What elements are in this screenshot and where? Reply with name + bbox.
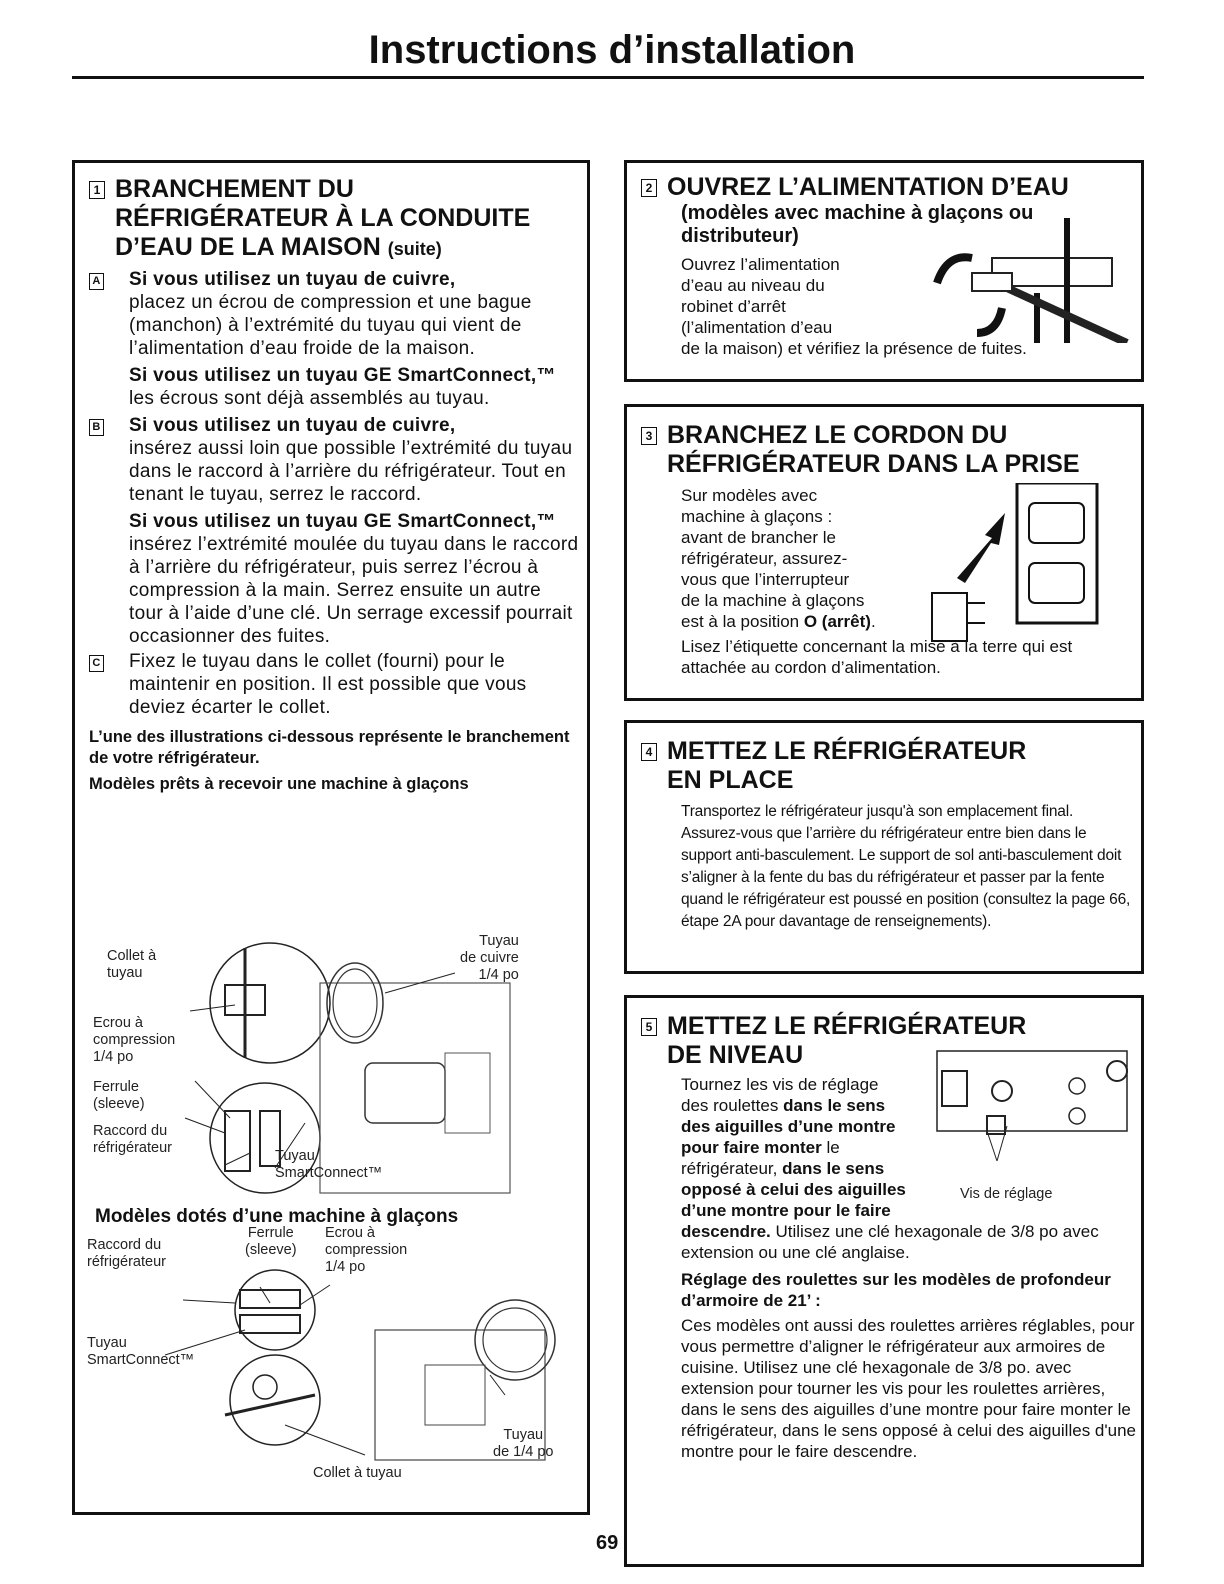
label-raccord-2: Raccord du réfrigérateur — [87, 1237, 166, 1270]
section-5-text: Tournez les vis de réglage des roulettes dans le sens des aiguilles d’une montre pour faire monter le réfrigérateur, dans le sens opposé à celui des aiguilles d’une montre pour le faire descendre. Utilisez une clé hexagonale de 3/8 po avec extension ou une clé anglaise. — [681, 1075, 1099, 1262]
section-5-text-2: Ces modèles ont aussi des roulettes arrières réglables, pour vous permettre d’aligner le réfrigérateur aux armoires de cuisine. Utilisez une clé hexagonale de 3/8 po. avec extension pour tourner les vis pour les roulettes arrières, dans le sens des aiguilles d’une montre pour faire monter le réfrigérateur, dans le sens opposé à celui des aiguilles d'une montre pour le faire descendre. — [681, 1316, 1136, 1461]
outlet-plug-illustration — [927, 483, 1117, 653]
section-5-box — [624, 995, 1144, 1567]
label-tuyau-cuivre: Tuyau de cuivre 1/4 po — [460, 933, 519, 983]
step-number: 2 — [641, 179, 657, 197]
label-tuyau-2: Tuyau de 1/4 po — [493, 1427, 554, 1460]
label-smartconnect-2: Tuyau SmartConnect™ — [87, 1335, 195, 1368]
label-collet: Collet à tuyau — [107, 948, 157, 981]
section-4-text: Transportez le réfrigérateur jusqu'à son emplacement final. Assurez-vous que l’arrière du réfrigérateur entre bien dans le support anti-basculement. Le support de sol anti-basculement doit s’aligner à la fente du bas du réfrigérateur et passer par la fente quand le réfrigérateur est poussé en position (consultez la page 66, étape 2A pour davantage de renseignements). — [681, 803, 1131, 930]
leveling-screw-illustration — [927, 1046, 1137, 1166]
label-ecrou-2: Ecrou à compression 1/4 po — [325, 1225, 408, 1275]
section-3-heading: 3 BRANCHEZ LE CORDON DU RÉFRIGÉRATEUR DANS LA PRISE — [641, 421, 1136, 479]
label-ferrule-2: Ferrule (sleeve) — [245, 1225, 297, 1258]
illustration-1-title: Modèles prêts à recevoir une machine à glaçons — [89, 775, 469, 793]
section-2-text-end: de la maison) et vérifiez la présence de fuites. — [681, 339, 1027, 358]
section-2-heading: OUVREZ L’ALIMENTATION D’EAU — [667, 173, 1069, 201]
section-4-box — [624, 720, 1144, 974]
section-3-text-2: Lisez l’étiquette concernant la mise à la terre qui est attachée au cordon d’alimentation. — [681, 637, 1073, 677]
step-number: 4 — [641, 743, 657, 761]
section-1-box — [72, 160, 590, 1515]
label-raccord: Raccord du réfrigérateur — [93, 1123, 172, 1156]
illustration-note: L’une des illustrations ci-dessous représente le branchement de votre réfrigérateur. — [89, 728, 570, 767]
illustration-with-icemaker — [75, 1225, 587, 1510]
section-3-text: Sur modèles avec machine à glaçons : avant de brancher le réfrigérateur, assurez- vous que l’interrupteur de la machine à glaçons est à la position O (arrêt). — [681, 486, 876, 631]
step-number: 1 — [89, 181, 105, 199]
illustration-2-title: Modèles dotés d’une machine à glaçons — [95, 1206, 459, 1227]
illustration-icemaker-ready — [75, 933, 587, 1203]
label-ferrule: Ferrule (sleeve) — [93, 1079, 145, 1112]
section-1-heading: 1 BRANCHEMENT DU RÉFRIGÉRATEUR À LA CONDUITE D’EAU DE LA MAISON (suite) — [89, 175, 579, 264]
section-5-subheading: Réglage des roulettes sur les modèles de profondeur d’armoire de 21’ : — [681, 1270, 1111, 1310]
step-a: A Si vous utilisez un tuyau de cuivre, placez un écrou de compression et une bague (manchon) à l’extrémité du tuyau qui vient de l’alimentation d’eau froide de la maison. Si vous utilisez un tuyau GE SmartConnect,™ les écrous sont déjà assemblés au tuyau. — [89, 268, 579, 410]
step-number: 3 — [641, 427, 657, 445]
step-number: 5 — [641, 1018, 657, 1036]
page-title: Instructions d’installation — [368, 28, 856, 72]
page-number: 69 — [596, 1532, 619, 1554]
label-vis-reglage: Vis de réglage — [960, 1186, 1053, 1202]
shutoff-valve-illustration — [917, 218, 1137, 343]
section-5-heading: 5 METTEZ LE RÉFRIGÉRATEUR DE NIVEAU — [641, 1012, 1136, 1070]
label-collet-2: Collet à tuyau — [313, 1465, 402, 1481]
step-b: B Si vous utilisez un tuyau de cuivre, insérez aussi loin que possible l’extrémité du tuyau dans le raccord à l’arrière du réfrigérateur. Tout en tenant le tuyau, serrez le raccord. Si vous utilisez un tuyau GE SmartConnect,™ insérez l’extrémité moulée du tuyau dans le raccord à l’arrière du réfrigérateur, puis serrez l’écrou à compression à la main. Serrez ensuite un autre tour à l’aide d’une clé. Un serrage excessif pourrait occasionner des fuites. — [89, 414, 579, 648]
title-rule — [72, 76, 1144, 79]
section-2-box — [624, 160, 1144, 382]
section-2-subheading: (modèles avec machine à glaçons ou distributeur) — [681, 202, 1034, 247]
label-smartconnect: Tuyau SmartConnect™ — [275, 1148, 383, 1181]
step-c: C Fixez le tuyau dans le collet (fourni) pour le maintenir en position. Il est possible que vous deviez écarter le collet. — [89, 650, 579, 719]
section-3-box — [624, 404, 1144, 701]
section-4-heading: 4 METTEZ LE RÉFRIGÉRATEUR EN PLACE — [641, 737, 1131, 795]
section-2-text: Ouvrez l’alimentation d’eau au niveau du robinet d’arrêt (l’alimentation d’eau — [681, 255, 840, 337]
label-ecrou: Ecrou à compression 1/4 po — [93, 1015, 176, 1065]
